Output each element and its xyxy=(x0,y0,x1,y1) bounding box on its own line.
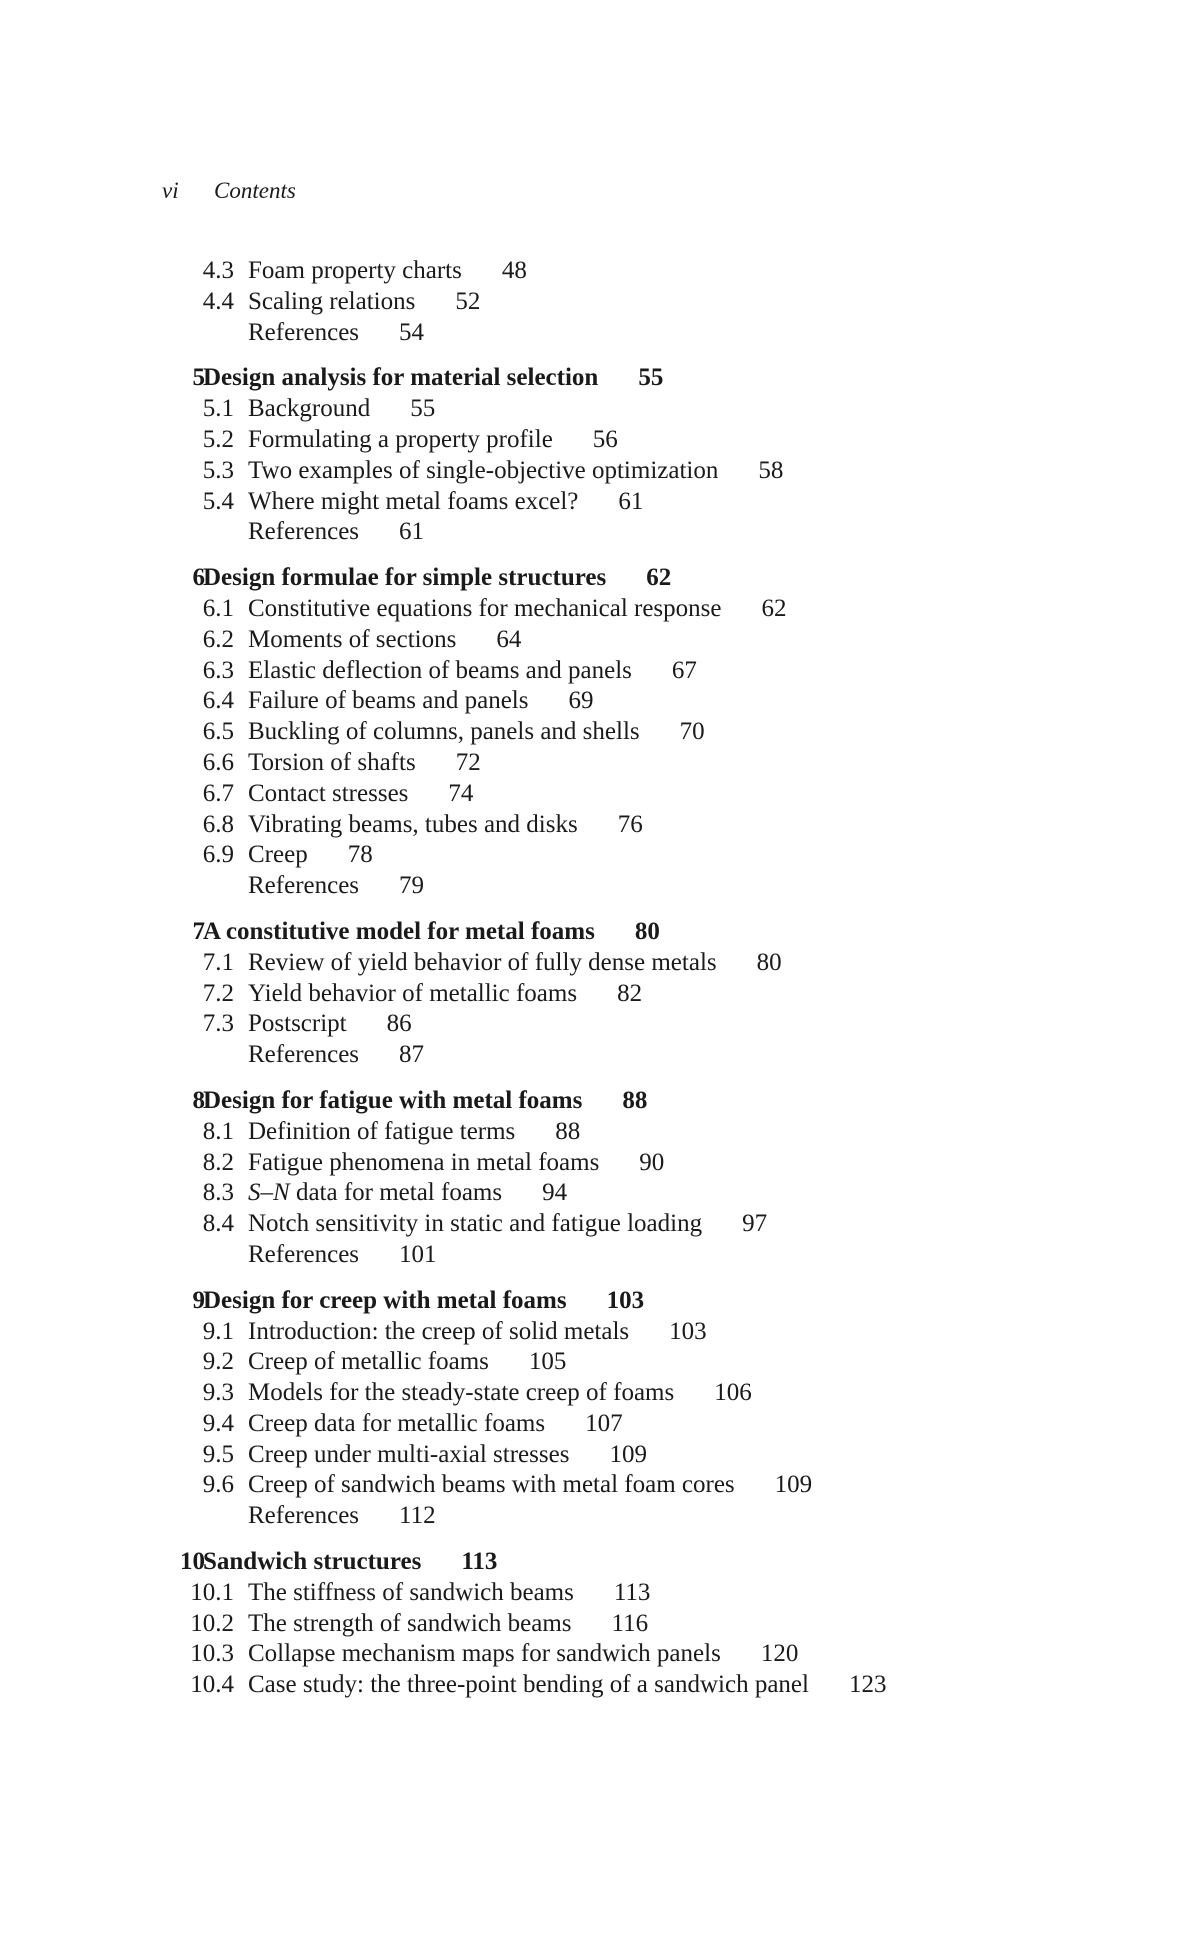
title-text: Creep of metallic foams xyxy=(248,1348,489,1376)
toc-references-entry[interactable] xyxy=(0,1240,1202,1271)
toc-references-entry[interactable] xyxy=(0,318,1202,349)
chapter-number: 7 xyxy=(192,917,205,945)
title-text: Design analysis for material selection xyxy=(203,364,599,392)
page-number: 109 xyxy=(774,1471,813,1499)
section-title xyxy=(248,686,593,717)
section-title xyxy=(248,840,373,871)
page-number: 87 xyxy=(399,1041,425,1069)
toc-section-entry[interactable] xyxy=(0,1117,1202,1148)
running-head-title: Contents xyxy=(214,178,296,203)
page-number: 88 xyxy=(555,1117,581,1145)
page-number: 94 xyxy=(542,1179,568,1207)
page-number: 70 xyxy=(679,718,705,746)
title-text: Contact stresses xyxy=(248,779,409,807)
section-number: 5.4 xyxy=(202,487,234,515)
section-number: 4.3 xyxy=(202,257,234,284)
page-number: 54 xyxy=(399,318,425,346)
toc-section-entry[interactable] xyxy=(0,394,1202,425)
section-title xyxy=(248,517,424,548)
title-text: Sandwich structures xyxy=(203,1548,422,1576)
chapter-title xyxy=(203,1547,497,1578)
toc-section-entry[interactable] xyxy=(0,840,1202,871)
page-number: 113 xyxy=(461,1548,498,1576)
toc-section-entry[interactable] xyxy=(0,487,1202,518)
section-title xyxy=(248,717,705,748)
section-number: 10.1 xyxy=(190,1578,234,1606)
title-text: Notch sensitivity in static and fatigue loading xyxy=(248,1210,703,1238)
toc-section-entry[interactable] xyxy=(0,1178,1202,1209)
toc-section-entry[interactable] xyxy=(0,256,1202,287)
chapter-title xyxy=(203,917,660,948)
section-title xyxy=(248,948,782,979)
chapter-number: 8 xyxy=(192,1086,205,1114)
section-number: 10.2 xyxy=(190,1609,234,1637)
section-title xyxy=(248,656,697,687)
page-number: 78 xyxy=(347,841,373,869)
toc-section-entry[interactable] xyxy=(0,979,1202,1010)
chapter-title xyxy=(203,1286,644,1317)
title-text: Failure of beams and panels xyxy=(248,687,529,715)
title-text: References xyxy=(248,1240,360,1268)
section-number: 9.6 xyxy=(202,1471,234,1499)
table-of-contents xyxy=(0,256,1202,1701)
section-number: 10.4 xyxy=(190,1671,234,1699)
title-text: Two examples of single-objective optimization xyxy=(248,456,719,484)
page-number: 74 xyxy=(448,779,474,807)
section-title xyxy=(248,1117,580,1148)
page-number: 97 xyxy=(742,1210,768,1238)
page-number: 123 xyxy=(848,1671,887,1699)
chapter-number: 9 xyxy=(192,1286,205,1314)
section-title xyxy=(248,625,521,656)
title-text: References xyxy=(248,1502,360,1530)
toc-section-entry[interactable] xyxy=(0,779,1202,810)
section-title xyxy=(248,287,480,318)
section-title xyxy=(248,1148,664,1179)
title-text: The stiffness of sandwich beams xyxy=(248,1578,574,1606)
section-title xyxy=(248,256,527,287)
section-title xyxy=(248,1378,752,1409)
running-head xyxy=(162,178,296,204)
section-title xyxy=(248,779,473,810)
title-text: Introduction: the creep of solid metals xyxy=(248,1317,630,1345)
title-text: References xyxy=(248,872,360,900)
chapter-number: 6 xyxy=(192,564,205,592)
page-number: 101 xyxy=(399,1240,437,1268)
section-title xyxy=(248,1470,812,1501)
toc-section-entry[interactable] xyxy=(0,1578,1202,1609)
page-number: 58 xyxy=(758,456,784,484)
page-number: 107 xyxy=(585,1409,623,1437)
page-number: 109 xyxy=(609,1440,647,1468)
page-number: 90 xyxy=(639,1148,665,1176)
page-number: 82 xyxy=(617,979,643,1007)
toc-section-entry[interactable] xyxy=(0,1409,1202,1440)
section-number: 5.3 xyxy=(202,456,234,484)
page-number: 56 xyxy=(592,425,618,453)
section-number: 8.4 xyxy=(202,1210,234,1238)
section-number: 10.3 xyxy=(190,1640,234,1668)
toc-chapter-entry[interactable] xyxy=(0,563,1202,594)
section-number: 9.1 xyxy=(202,1317,234,1345)
section-title xyxy=(248,871,424,902)
chapter-number: 5 xyxy=(192,364,205,392)
toc-chapter-entry[interactable] xyxy=(0,917,1202,948)
title-text: Case study: the three-point bending of a sandwich panel xyxy=(248,1671,809,1699)
page-number: 55 xyxy=(638,364,664,392)
toc-section-entry[interactable] xyxy=(0,717,1202,748)
toc-section-entry[interactable] xyxy=(0,810,1202,841)
section-title xyxy=(248,394,435,425)
section-title xyxy=(248,1040,424,1071)
toc-references-entry[interactable] xyxy=(0,1501,1202,1532)
title-text: Formulating a property profile xyxy=(248,425,553,453)
section-title xyxy=(248,979,642,1010)
toc-section-entry[interactable] xyxy=(0,1347,1202,1378)
section-title xyxy=(248,1317,707,1348)
section-title xyxy=(248,487,643,518)
title-text: References xyxy=(248,318,360,346)
toc-chapter-entry[interactable] xyxy=(0,1086,1202,1117)
title-text: Design formulae for simple structures xyxy=(203,564,607,592)
section-number: 6.8 xyxy=(202,810,234,838)
title-text: Yield behavior of metallic foams xyxy=(248,979,578,1007)
section-number: 7.3 xyxy=(202,1010,234,1038)
title-text: Creep xyxy=(248,841,308,869)
section-title xyxy=(248,1670,886,1701)
title-text: References xyxy=(248,518,360,546)
page-number: 67 xyxy=(671,656,697,684)
toc-section-entry[interactable] xyxy=(0,748,1202,779)
section-title xyxy=(248,1178,567,1209)
title-text: Buckling of columns, panels and shells xyxy=(248,718,640,746)
page-number: 116 xyxy=(611,1609,649,1637)
toc-references-entry[interactable] xyxy=(0,1040,1202,1071)
section-number: 6.3 xyxy=(202,656,234,684)
title-text: The strength of sandwich beams xyxy=(248,1609,572,1637)
section-number: 5.1 xyxy=(202,395,234,423)
title-text: Definition of fatigue terms xyxy=(248,1117,516,1145)
page-number: 86 xyxy=(386,1010,412,1038)
page-number: 55 xyxy=(410,395,436,423)
section-title xyxy=(248,1578,650,1609)
section-title xyxy=(248,1609,648,1640)
page-number: 79 xyxy=(399,872,425,900)
section-number: 4.4 xyxy=(202,287,234,315)
page-folio: vi xyxy=(162,178,179,203)
section-title xyxy=(248,1240,437,1271)
toc-section-entry[interactable] xyxy=(0,1440,1202,1471)
section-number: 9.2 xyxy=(202,1348,234,1376)
title-text: Design for creep with metal foams xyxy=(203,1286,567,1314)
section-number: 9.5 xyxy=(202,1440,234,1468)
page-number: 88 xyxy=(622,1086,648,1114)
page-number: 80 xyxy=(756,948,782,976)
section-number: 6.5 xyxy=(202,718,234,746)
toc-section-entry[interactable] xyxy=(0,1609,1202,1640)
toc-section-entry[interactable] xyxy=(0,1378,1202,1409)
title-text: Torsion of shafts xyxy=(248,748,416,776)
section-title xyxy=(248,1639,798,1670)
toc-section-entry[interactable] xyxy=(0,1148,1202,1179)
title-text: Review of yield behavior of fully dense metals xyxy=(248,948,717,976)
section-number: 7.2 xyxy=(202,979,234,1007)
section-number: 9.4 xyxy=(202,1409,234,1437)
title-text: Constitutive equations for mechanical response xyxy=(248,594,722,622)
page-number: 76 xyxy=(617,810,643,838)
section-title xyxy=(248,1440,647,1471)
section-title xyxy=(248,1009,412,1040)
title-text: Creep data for metallic foams xyxy=(248,1409,546,1437)
page-number: 62 xyxy=(646,564,672,592)
section-number: 8.3 xyxy=(202,1179,234,1207)
section-title xyxy=(248,425,618,456)
title-text: A constitutive model for metal foams xyxy=(203,917,595,945)
page-number: 103 xyxy=(606,1286,645,1314)
section-title xyxy=(248,318,424,349)
section-title xyxy=(248,1347,566,1378)
toc-chapter-entry[interactable] xyxy=(0,1286,1202,1317)
toc-section-entry[interactable] xyxy=(0,287,1202,318)
toc-section-entry[interactable] xyxy=(0,1009,1202,1040)
page-number: 61 xyxy=(399,518,425,546)
page-number: 105 xyxy=(528,1348,567,1376)
section-number: 8.2 xyxy=(202,1148,234,1176)
page-number: 69 xyxy=(568,687,594,715)
page-number: 62 xyxy=(761,594,787,622)
page-number: 113 xyxy=(613,1578,651,1606)
toc-section-entry[interactable] xyxy=(0,456,1202,487)
page-number: 64 xyxy=(496,625,522,653)
toc-section-entry[interactable] xyxy=(0,1209,1202,1240)
page-number: 80 xyxy=(634,917,660,945)
toc-section-entry[interactable] xyxy=(0,1317,1202,1348)
toc-chapter-entry[interactable] xyxy=(0,363,1202,394)
toc-references-entry[interactable] xyxy=(0,517,1202,548)
page-number: 72 xyxy=(455,748,481,776)
section-number: 6.6 xyxy=(202,748,234,776)
toc-chapter-entry[interactable] xyxy=(0,1547,1202,1578)
section-number: 6.1 xyxy=(202,594,234,622)
section-number: 5.2 xyxy=(202,425,234,453)
section-title xyxy=(248,748,481,779)
section-number: 6.9 xyxy=(202,841,234,869)
title-text: Creep of sandwich beams with metal foam cores xyxy=(248,1471,735,1499)
title-text: data for metal foams xyxy=(295,1179,503,1207)
title-text: Moments of sections xyxy=(248,625,457,653)
title-text: Creep under multi-axial stresses xyxy=(248,1440,570,1468)
chapter-title xyxy=(203,1086,647,1117)
section-title-italic: S–N xyxy=(248,1179,290,1207)
toc-section-entry[interactable] xyxy=(0,625,1202,656)
title-text: Postscript xyxy=(248,1010,347,1038)
page-number: 103 xyxy=(669,1317,707,1345)
toc-section-entry[interactable] xyxy=(0,656,1202,687)
title-text: Scaling relations xyxy=(248,287,416,315)
section-title xyxy=(248,1209,767,1240)
section-title xyxy=(248,1501,436,1532)
title-text: Design for fatigue with metal foams xyxy=(203,1086,583,1114)
section-title xyxy=(248,810,643,841)
chapter-title xyxy=(203,363,663,394)
title-text: Fatigue phenomena in metal foams xyxy=(248,1148,600,1176)
toc-section-entry[interactable] xyxy=(0,686,1202,717)
toc-section-entry[interactable] xyxy=(0,594,1202,625)
page-number: 52 xyxy=(455,287,481,315)
section-title xyxy=(248,1409,623,1440)
title-text: Collapse mechanism maps for sandwich panels xyxy=(248,1640,721,1668)
toc-section-entry[interactable] xyxy=(0,948,1202,979)
toc-section-entry[interactable] xyxy=(0,1639,1202,1670)
section-number: 7.1 xyxy=(202,948,234,976)
title-text: Elastic deflection of beams and panels xyxy=(248,656,632,684)
section-number: 6.7 xyxy=(202,779,234,807)
title-text: References xyxy=(248,1041,360,1069)
chapter-title xyxy=(203,563,671,594)
section-number: 8.1 xyxy=(202,1117,234,1145)
toc-section-entry[interactable] xyxy=(0,1670,1202,1701)
section-number: 9.3 xyxy=(202,1379,234,1407)
page-number: 48 xyxy=(501,257,527,284)
title-text: Vibrating beams, tubes and disks xyxy=(248,810,578,838)
page-number: 120 xyxy=(760,1640,799,1668)
page-number: 61 xyxy=(618,487,644,515)
title-text: Where might metal foams excel? xyxy=(248,487,579,515)
toc-section-entry[interactable] xyxy=(0,1470,1202,1501)
section-title xyxy=(248,456,783,487)
title-text: Foam property charts xyxy=(248,257,462,284)
title-text: Models for the steady-state creep of foams xyxy=(248,1379,675,1407)
chapter-number: 10 xyxy=(180,1548,205,1576)
title-text: Background xyxy=(248,395,371,423)
section-number: 6.4 xyxy=(202,687,234,715)
page-number: 112 xyxy=(399,1502,436,1530)
section-number: 6.2 xyxy=(202,625,234,653)
toc-references-entry[interactable] xyxy=(0,871,1202,902)
toc-section-entry[interactable] xyxy=(0,425,1202,456)
page-number: 106 xyxy=(714,1379,752,1407)
section-title xyxy=(248,594,787,625)
